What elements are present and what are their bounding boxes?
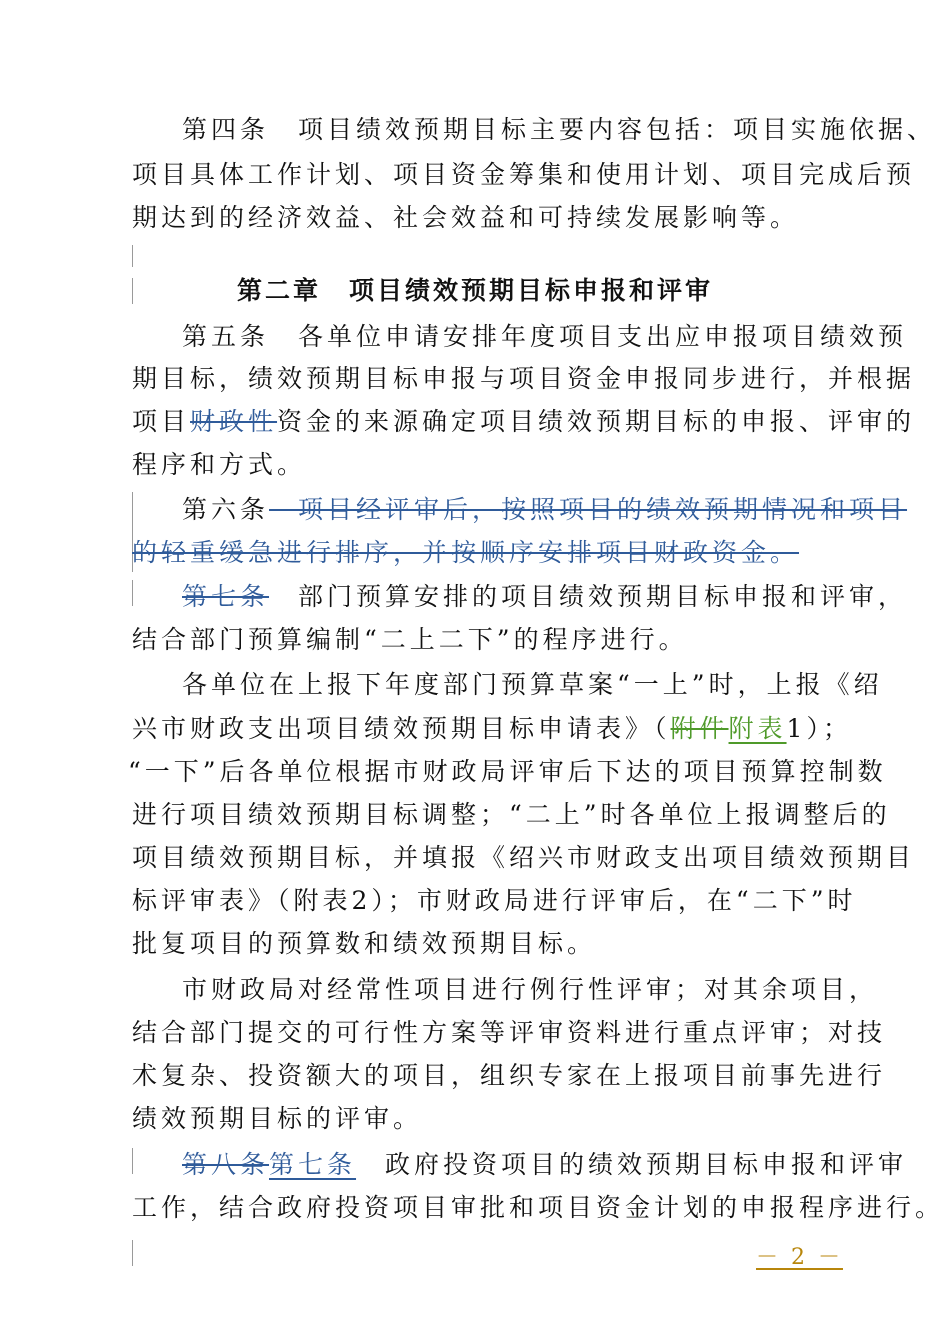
deleted-text: 项目经评审后，按照项目的绩效预期情况和项目 <box>269 495 908 524</box>
article5-line4: 程序和方式。 <box>132 450 307 479</box>
article8-line2: 工作，结合政府投资项目审批和项目资金计划的申报程序进行。 <box>132 1193 945 1222</box>
page-number: － 2 － <box>756 1245 843 1270</box>
units-text: 1）； <box>786 714 852 743</box>
review-line2: 结合部门提交的可行性方案等评审资料进行重点评审；对技 <box>132 1018 887 1047</box>
change-bar <box>132 580 133 606</box>
review-line3: 术复杂、投资额大的项目，组织专家在上报项目前事先进行 <box>132 1061 887 1090</box>
article5-text: 项目 <box>132 407 191 436</box>
change-bar <box>132 245 133 267</box>
deleted-article-number: 第八条 <box>182 1150 270 1179</box>
deleted-article-number: 第七条 <box>182 582 270 611</box>
inserted-article-number: 第七条 <box>269 1150 357 1179</box>
units-line4: 进行项目绩效预期目标调整；“二上”时各单位上报调整后的 <box>132 800 891 829</box>
inserted-text: 附表 <box>728 714 787 743</box>
article5-line2: 期目标，绩效预期目标申报与项目资金申报同步进行，并根据 <box>132 364 916 393</box>
article8-text: 政府投资项目的绩效预期目标申报和评审 <box>356 1150 908 1179</box>
article7-text: 部门预算安排的项目绩效预期目标申报和评审， <box>269 582 908 611</box>
article8-line1 <box>182 1150 907 1180</box>
units-line3: “一下”后各单位根据市财政局评审后下达的项目预算控制数 <box>128 757 887 786</box>
units-text: 兴市财政支出项目绩效预期目标申请表》（ <box>132 714 671 743</box>
article5-line1: 第五条 各单位申请安排年度项目支出应申报项目绩效预 <box>182 322 908 351</box>
units-line7: 批复项目的预算数和绩效预期目标。 <box>132 929 597 958</box>
units-line6: 标评审表》（附表2）；市财政局进行评审后，在“二下”时 <box>132 886 857 915</box>
chapter-heading: 第二章 项目绩效预期目标申报和评审 <box>236 276 713 305</box>
units-line5: 项目绩效预期目标，并填报《绍兴市财政支出项目绩效预期目 <box>132 843 916 872</box>
article6-line1 <box>182 495 907 525</box>
review-line4: 绩效预期目标的评审。 <box>132 1104 423 1133</box>
review-line1: 市财政局对经常性项目进行例行性评审；对其余项目， <box>182 975 879 1004</box>
article5-line3 <box>132 407 915 437</box>
article5-text: 资金的来源确定项目绩效预期目标的申报、评审的 <box>277 407 916 436</box>
units-line1: 各单位在上报下年度部门预算草案“一上”时，上报《绍 <box>182 670 883 699</box>
article7-line1 <box>182 582 907 612</box>
article6-line2 <box>132 538 799 568</box>
article4-line3: 期达到的经济效益、社会效益和可持续发展影响等。 <box>132 203 800 232</box>
deleted-text: 的轻重缓急进行排序，并按顺序安排项目财政资金。 <box>132 538 800 567</box>
change-bar <box>132 1240 133 1266</box>
units-line2 <box>132 714 852 744</box>
article7-line2: 结合部门预算编制“二上二下”的程序进行。 <box>132 625 688 654</box>
deleted-text: 附件 <box>670 714 729 743</box>
deleted-text: 财政性 <box>190 407 278 436</box>
change-bar <box>132 1148 133 1174</box>
article4-line1: 第四条 项目绩效预期目标主要内容包括：项目实施依据、 <box>182 115 937 144</box>
article4-line2: 项目具体工作计划、项目资金筹集和使用计划、项目完成后预 <box>132 160 916 189</box>
article6-prefix: 第六条 <box>182 495 270 524</box>
